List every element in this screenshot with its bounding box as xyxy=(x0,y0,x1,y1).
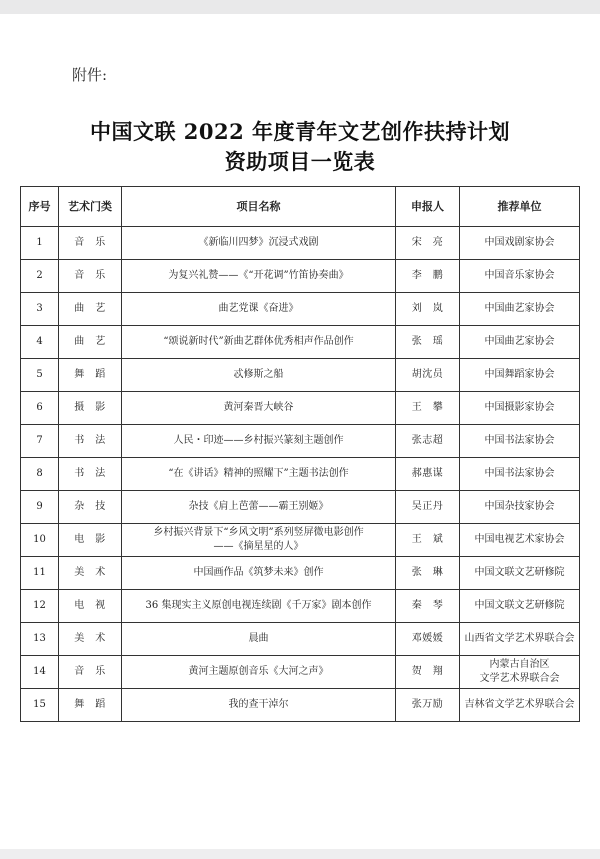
row-category: 杂 技 xyxy=(59,491,122,524)
row-category: 音 乐 xyxy=(59,656,122,689)
row-project-name: 为复兴礼赞——《“开花调”竹笛协奏曲》 xyxy=(122,260,396,293)
row-number: 8 xyxy=(21,458,59,491)
recommending-unit-line: 内蒙古自治区 xyxy=(489,659,550,670)
row-recommending-unit: 吉林省文学艺术界联合会 xyxy=(460,689,580,722)
row-applicant: 张 琳 xyxy=(396,557,460,590)
row-project-name: 人民・印迹——乡村振兴篆刻主题创作 xyxy=(122,425,396,458)
row-category: 舞 蹈 xyxy=(59,689,122,722)
row-project-name: 黄河主题原创音乐《大河之声》 xyxy=(122,656,396,689)
table-row xyxy=(21,656,580,689)
row-category: 曲 艺 xyxy=(59,326,122,359)
header-project-name: 项目名称 xyxy=(122,187,396,227)
row-recommending-unit: 中国舞蹈家协会 xyxy=(460,359,580,392)
row-number: 13 xyxy=(21,623,59,656)
row-category: 美 术 xyxy=(59,623,122,656)
row-project-name: 曲艺党课《奋进》 xyxy=(122,293,396,326)
table-row xyxy=(21,326,580,359)
table-row xyxy=(21,425,580,458)
row-project-name xyxy=(122,524,396,557)
row-recommending-unit: 中国杂技家协会 xyxy=(460,491,580,524)
row-number: 14 xyxy=(21,656,59,689)
row-category: 音 乐 xyxy=(59,260,122,293)
table-row xyxy=(21,227,580,260)
table-row xyxy=(21,293,580,326)
row-recommending-unit: 山西省文学艺术界联合会 xyxy=(460,623,580,656)
row-category: 舞 蹈 xyxy=(59,359,122,392)
row-recommending-unit: 中国曲艺家协会 xyxy=(460,293,580,326)
row-applicant: 吴正丹 xyxy=(396,491,460,524)
top-shadow-bar xyxy=(0,0,600,14)
row-category: 音 乐 xyxy=(59,227,122,260)
row-project-name: 36 集现实主义原创电视连续剧《千万家》剧本创作 xyxy=(122,590,396,623)
row-project-name: 杂技《肩上芭蕾——霸王别姬》 xyxy=(122,491,396,524)
attachment-label: 附件: xyxy=(72,66,108,84)
header-category: 艺术门类 xyxy=(59,187,122,227)
row-recommending-unit: 中国书法家协会 xyxy=(460,458,580,491)
table-row xyxy=(21,359,580,392)
row-applicant: 刘 岚 xyxy=(396,293,460,326)
row-applicant: 张志超 xyxy=(396,425,460,458)
row-applicant: 王 斌 xyxy=(396,524,460,557)
table-row xyxy=(21,392,580,425)
row-recommending-unit: 中国电视艺术家协会 xyxy=(460,524,580,557)
project-name-line: 乡村振兴背景下“乡风文明”系列竖屏微电影创作 xyxy=(153,527,364,538)
row-category: 曲 艺 xyxy=(59,293,122,326)
row-number: 9 xyxy=(21,491,59,524)
header-applicant: 申报人 xyxy=(396,187,460,227)
row-category: 美 术 xyxy=(59,557,122,590)
row-number: 6 xyxy=(21,392,59,425)
row-applicant: 邓媛媛 xyxy=(396,623,460,656)
row-recommending-unit: 中国文联文艺研修院 xyxy=(460,557,580,590)
table-header-row xyxy=(21,187,580,227)
row-recommending-unit: 中国曲艺家协会 xyxy=(460,326,580,359)
table-row xyxy=(21,557,580,590)
row-category: 摄 影 xyxy=(59,392,122,425)
row-project-name: 《新临川四梦》沉浸式戏剧 xyxy=(122,227,396,260)
row-recommending-unit: 中国音乐家协会 xyxy=(460,260,580,293)
row-project-name: 晨曲 xyxy=(122,623,396,656)
row-number: 15 xyxy=(21,689,59,722)
row-applicant: 张 瑶 xyxy=(396,326,460,359)
table-row xyxy=(21,458,580,491)
document-subtitle: 资助项目一览表 xyxy=(224,149,376,174)
header-number: 序号 xyxy=(21,187,59,227)
row-number: 11 xyxy=(21,557,59,590)
row-project-name: 忒修斯之船 xyxy=(122,359,396,392)
table-row xyxy=(21,590,580,623)
row-applicant: 张万励 xyxy=(396,689,460,722)
row-applicant: 王 攀 xyxy=(396,392,460,425)
row-project-name: 中国画作品《筑梦未来》创作 xyxy=(122,557,396,590)
row-recommending-unit: 中国文联文艺研修院 xyxy=(460,590,580,623)
recommending-unit-line: 文学艺术界联合会 xyxy=(479,673,560,684)
row-recommending-unit xyxy=(460,656,580,689)
row-number: 5 xyxy=(21,359,59,392)
document-title: 中国文联 2022 年度青年文艺创作扶持计划 xyxy=(89,119,511,144)
row-number: 7 xyxy=(21,425,59,458)
row-category: 书 法 xyxy=(59,458,122,491)
row-recommending-unit: 中国戏剧家协会 xyxy=(460,227,580,260)
row-project-name: “在《讲话》精神的照耀下”主题书法创作 xyxy=(122,458,396,491)
funding-project-table xyxy=(20,186,580,722)
row-category: 电 视 xyxy=(59,590,122,623)
table-row xyxy=(21,491,580,524)
row-applicant: 宋 亮 xyxy=(396,227,460,260)
table-row xyxy=(21,524,580,557)
row-applicant: 胡沈员 xyxy=(396,359,460,392)
row-number: 4 xyxy=(21,326,59,359)
project-name-line: ——《摘星星的人》 xyxy=(213,541,304,552)
table-row xyxy=(21,260,580,293)
row-project-name: “颂说新时代”新曲艺群体优秀相声作品创作 xyxy=(122,326,396,359)
row-recommending-unit: 中国书法家协会 xyxy=(460,425,580,458)
row-applicant: 郝惠谋 xyxy=(396,458,460,491)
row-project-name: 我的查干淖尔 xyxy=(122,689,396,722)
row-number: 2 xyxy=(21,260,59,293)
row-recommending-unit: 中国摄影家协会 xyxy=(460,392,580,425)
row-project-name: 黄河秦晋大峡谷 xyxy=(122,392,396,425)
row-number: 10 xyxy=(21,524,59,557)
header-recommending-unit: 推荐单位 xyxy=(460,187,580,227)
row-number: 12 xyxy=(21,590,59,623)
row-applicant: 李 鹏 xyxy=(396,260,460,293)
row-number: 1 xyxy=(21,227,59,260)
row-number: 3 xyxy=(21,293,59,326)
row-applicant: 贺 翔 xyxy=(396,656,460,689)
row-applicant: 秦 琴 xyxy=(396,590,460,623)
bottom-shadow-bar xyxy=(0,849,600,859)
table-row xyxy=(21,623,580,656)
row-category: 电 影 xyxy=(59,524,122,557)
row-category: 书 法 xyxy=(59,425,122,458)
table-row xyxy=(21,689,580,722)
